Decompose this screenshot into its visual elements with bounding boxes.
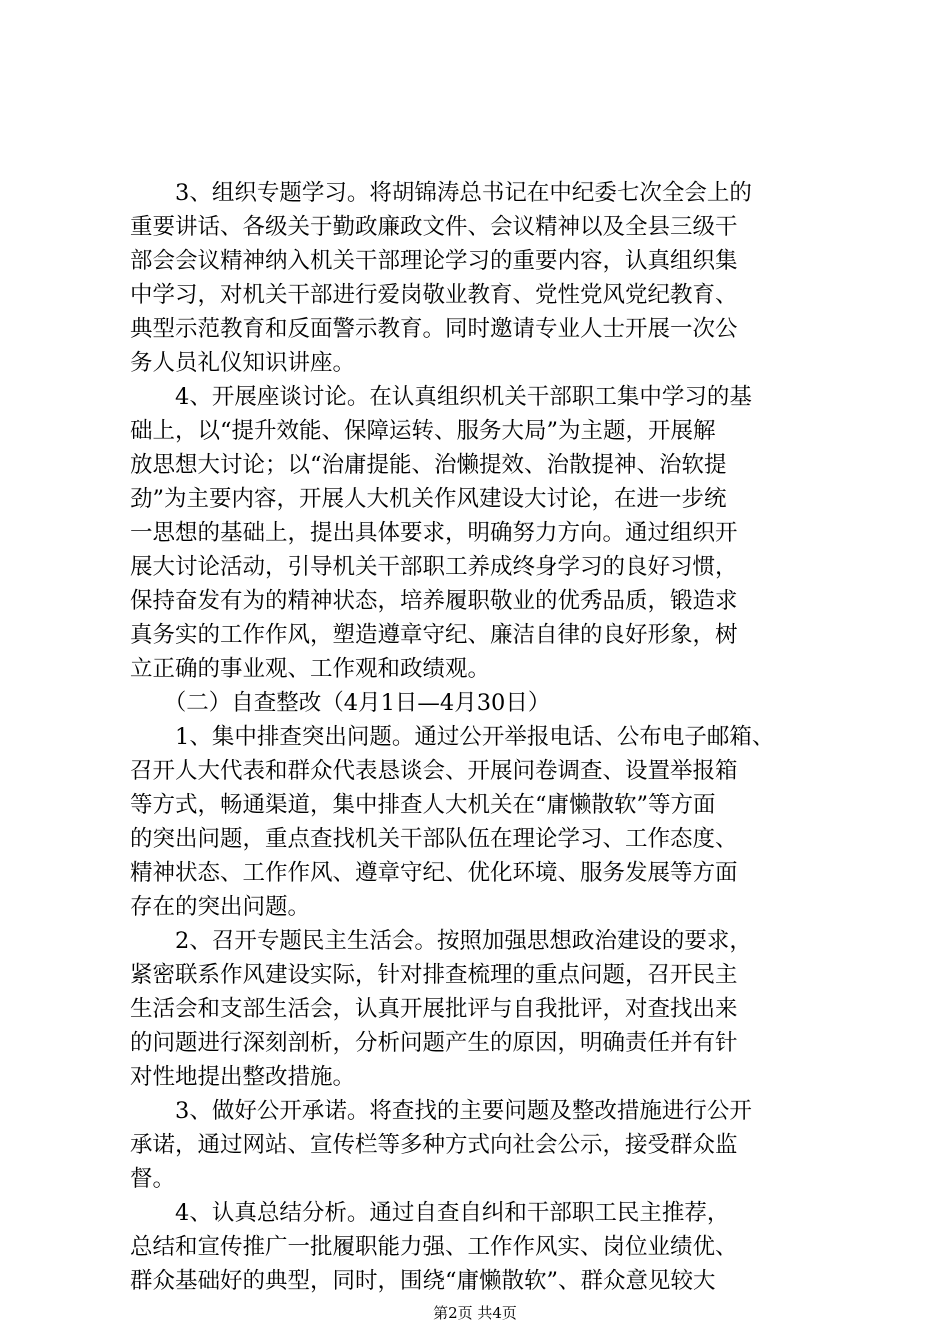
text-line: 劲”为主要内容，开展人大机关作风建设大讨论，在进一步统 [130,486,727,512]
text-line: 立正确的事业观、工作观和政绩观。 [130,656,491,682]
text-line: 础上，以“提升效能、保障运转、服务大局”为主题，开展解 [130,418,716,444]
text-line: 重要讲话、各级关于勤政廉政文件、会议精神以及全县三级干 [130,214,738,240]
text-line: 对性地提出整改措施。 [130,1064,356,1090]
text-line: 放思想大讨论；以“治庸提能、治懒提效、治散提神、治软提 [130,452,727,478]
text-line: 等方式，畅通渠道，集中排查人大机关在“庸懒散软”等方面 [130,792,716,818]
text-line: 召开人大代表和群众代表恳谈会、开展问卷调查、设置举报箱 [130,758,738,784]
text-line: 的问题进行深刻剖析，分析问题产生的原因，明确责任并有针 [130,1030,738,1056]
text-line: 总结和宣传推广一批履职能力强、工作作风实、岗位业绩优、 [130,1234,738,1260]
text-line: 部会会议精神纳入机关干部理论学习的重要内容，认真组织集 [130,248,738,274]
text-line: 务人员礼仪知识讲座。 [130,350,356,376]
text-line: 展大讨论活动，引导机关干部职工养成终身学习的良好习惯， [130,554,738,580]
page-number-label: 第2页 共4页 [433,1304,517,1322]
text-line: 4、开展座谈讨论。在认真组织机关干部职工集中学习的基 [130,384,752,410]
page-footer [0,1303,950,1323]
text-line: 3、组织专题学习。将胡锦涛总书记在中纪委七次全会上的 [130,180,752,206]
text-line: 群众基础好的典型，同时，围绕“庸懒散软”、群众意见较大 [130,1268,716,1294]
text-line: 承诺，通过网站、宣传栏等多种方式向社会公示，接受群众监 [130,1132,738,1158]
text-line: 紧密联系作风建设实际，针对排查梳理的重点问题，召开民主 [130,962,738,988]
text-line: 精神状态、工作作风、遵章守纪、优化环境、服务发展等方面 [130,860,738,886]
text-line: 督。 [130,1166,176,1192]
text-line: 1、集中排查突出问题。通过公开举报电话、公布电子邮箱、 [130,724,775,750]
text-line: 生活会和支部生活会，认真开展批评与自我批评，对查找出来 [130,996,738,1022]
text-line: 的突出问题，重点查找机关干部队伍在理论学习、工作态度、 [130,826,738,852]
text-line: 保持奋发有为的精神状态，培养履职敬业的优秀品质，锻造求 [130,588,738,614]
text-line: 存在的突出问题。 [130,894,311,920]
text-line: 4、认真总结分析。通过自查自纠和干部职工民主推荐， [130,1200,730,1226]
document-body [130,176,830,1298]
text-line: 3、做好公开承诺。将查找的主要问题及整改措施进行公开 [130,1098,752,1124]
text-line: 一思想的基础上，提出具体要求，明确努力方向。通过组织开 [130,520,738,546]
text-line: 中学习，对机关干部进行爱岗敬业教育、党性党风党纪教育、 [130,282,738,308]
text-line: 2、召开专题民主生活会。按照加强思想政治建设的要求， [130,928,752,954]
text-line: 真务实的工作作风，塑造遵章守纪、廉洁自律的良好形象，树 [130,622,738,648]
section-heading: （二）自查整改（4月1日—4月30日） [130,690,551,716]
text-line: 典型示范教育和反面警示教育。同时邀请专业人士开展一次公 [130,316,738,342]
